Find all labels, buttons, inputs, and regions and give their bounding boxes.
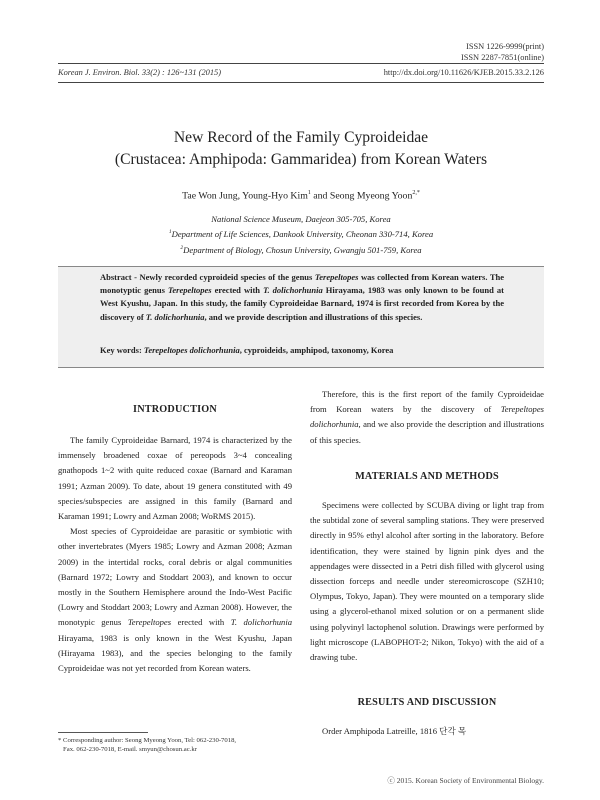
copyright: ⓒ 2015. Korean Society of Environmental Biology. xyxy=(387,776,544,785)
right-intro-continuation xyxy=(310,387,544,448)
intro-paragraph-2 xyxy=(58,524,292,676)
abstract-text-2: was collected from Korean waters. The monotyptic genus xyxy=(100,272,504,296)
affiliation-1-sup: 1 xyxy=(168,229,172,236)
abstract-text-4: Hirayama, 1983 was only known to be found at West Kyushu, Japan. In this study, the family Cyproideidae Barnard, 1974 is first recorded from Korea by the discovery of xyxy=(100,285,504,322)
intro-paragraph-1: The family Cyproideidae Barnard, 1974 is characterized by the immensely broadened coxae of pereopods 3~4 concealing gnathopods 1~2 with quite reduced coxae (Barnard and Karaman 1991; Azman 2009). To date, about 19 genera constituted with 49 species/subspecies are assigned in this family (Barnard and Karaman 1991; Lowry and Azman 2008; WoRMS 2015). xyxy=(58,435,292,522)
order-line: Order Amphipoda Latreille, 1816 단각 목 xyxy=(322,726,467,736)
abstract-text-1: Abstract - Newly recorded cyproideid species of the genus xyxy=(100,272,315,282)
issn-block xyxy=(461,41,544,63)
intro-p2-species: T. dolichorhunia xyxy=(230,617,293,628)
abstract-genus-1: Terepeltopes xyxy=(314,272,359,282)
issn-online: ISSN 2287-7851(online) xyxy=(460,53,544,62)
footnote-line-2: Fax. 062-230-7018, E-mail. smyun@chosun.ac.kr xyxy=(63,746,197,753)
intro-p3-text-a: Therefore, this is the first report of the family Cyproideidae from Korean waters by the discovery of xyxy=(310,389,544,415)
abstract-genus-2: Terepeltopes xyxy=(167,285,212,296)
affiliation-1-text: Department of Life Sciences, Dankook University, Cheonan 330-714, Korea xyxy=(171,229,434,240)
affiliation-2-text: Department of Biology, Chosun University, Gwangju 501-759, Korea xyxy=(183,244,422,255)
header-rule-top xyxy=(58,63,544,64)
methods-body xyxy=(310,498,544,665)
affiliations xyxy=(58,213,544,257)
issn-print: ISSN 1226-9999(print) xyxy=(466,42,544,51)
footnote-rule xyxy=(58,732,148,733)
journal-citation: Korean J. Environ. Biol. 33(2) : 126~131 (2015) xyxy=(58,68,222,77)
footnote-line-1: * Corresponding author: Seong Myeong Yoon, Tel: 062-230-7018, xyxy=(58,737,237,744)
keywords xyxy=(100,345,504,355)
abstract xyxy=(100,271,504,324)
heading-introduction: INTRODUCTION xyxy=(133,404,217,415)
author-2-sup: 2,* xyxy=(412,190,420,196)
author-1-sup: 1 xyxy=(307,190,311,196)
abstract-text-3: erected with xyxy=(211,285,264,296)
intro-p2-genus: Terepeltopes xyxy=(127,617,172,628)
author-2: and Seong Myeong Yoon xyxy=(310,190,413,202)
header-rule-bottom xyxy=(58,82,544,83)
methods-paragraph: Specimens were collected by SCUBA diving or light trap from the subtidal zone of several sampling stations. They were preserved directly in 95% ethyl alcohol after sorting in the laboratory. Before identification, they were stained by lignin pink dyes and the appendages were dissected in a Petri dish filled with glycerol using dissection forceps and needle under stereomicroscope (SZH10; Olympus, Tokyo, Japan). They were mounted on a temporary slide using a glycerol-ethanol mixed solution or on a permanent slide using polyvinyl lactophenol solution. Drawings were performed by light microscope (LABOPHOT-2; Nikon, Tokyo) with the aid of a drawing tube. xyxy=(310,500,544,663)
intro-p3-species: Terepeltopes dolichorhunia xyxy=(310,404,544,430)
intro-paragraph-3 xyxy=(310,387,544,448)
doi-link[interactable]: http://dx.doi.org/10.11626/KJEB.2015.33.2.126 xyxy=(383,68,544,77)
intro-p3-text-b: , and we also provide the description and illustrations of this species. xyxy=(310,419,544,445)
affiliation-1 xyxy=(58,226,544,241)
title-line-1: New Record of the Family Cyproideidae xyxy=(173,129,429,146)
abstract-text-5: , and we provide description and illustrations of this species. xyxy=(204,311,423,322)
heading-materials-methods: MATERIALS AND METHODS xyxy=(355,471,499,482)
keywords-label: Key words: xyxy=(100,345,144,355)
abstract-species-1: T. dolichorhunia xyxy=(263,285,323,296)
intro-p2-text-c: Hirayama, 1983 is only known in the West Kyushu, Japan (Hirayama 1983), and the species belonging to the family Cyproideidae was not yet recorded from Korean waters. xyxy=(58,632,292,674)
affiliation-0: National Science Museum, Daejeon 305-705, Korea xyxy=(211,214,391,224)
intro-p2-text-a: Most species of Cyproideidae are parasitic or symbiotic with other invertebrates (Myers 1985; Lowry and Azman 2008; Azman 2009) in the intertidal rocks, coral debris or algal communities (Barnard 1972; Lowry and Stoddart 2003), and known to occur mostly in the Southern Hemisphere around the Indo-West Pacific (Lowry and Stoddart 2003; Lowry and Azman 2008). However, the monotypic genus xyxy=(58,526,292,628)
corresponding-author-footnote xyxy=(58,736,236,754)
introduction-body xyxy=(58,433,292,676)
keywords-rest: , cyproideids, amphipod, taxonomy, Korea xyxy=(239,345,394,355)
abstract-species-2: T. dolichorhunia xyxy=(145,311,205,322)
intro-p2-text-b: erected with xyxy=(171,617,231,628)
paper-title xyxy=(58,127,544,171)
author-list xyxy=(58,190,544,201)
affiliation-2 xyxy=(58,242,544,257)
title-line-2: (Crustacea: Amphipoda: Gammaridea) from Korean Waters xyxy=(114,151,488,168)
heading-results-discussion: RESULTS AND DISCUSSION xyxy=(357,697,497,708)
author-1: Tae Won Jung, Young-Hyo Kim xyxy=(182,190,308,202)
keywords-species: Terepeltopes dolichorhunia xyxy=(143,345,240,355)
affiliation-2-sup: 2 xyxy=(180,244,184,251)
running-header xyxy=(58,68,544,77)
